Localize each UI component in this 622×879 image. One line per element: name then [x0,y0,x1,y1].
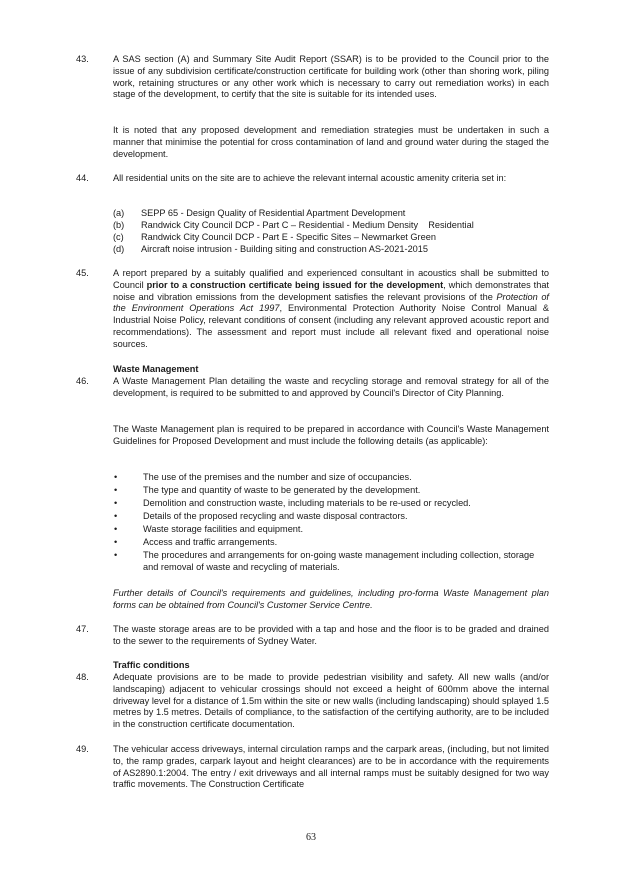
bullet-text: Access and traffic arrangements. [143,537,278,547]
condition-49-number: 49. [76,744,89,754]
item-label: (d) [113,244,125,254]
item-text: Randwick City Council DCP - Part E - Specific Sites – Newmarket Green [141,232,436,242]
condition-47-paragraph: The waste storage areas are to be provided with a tap and hose and the floor is to be graded and drained to the sewer to the requirements of Sydney Water. [113,624,549,646]
item-label: (c) [113,232,124,242]
c45-text-2: , which demonstrates that noise and vibration emissions from the development satisfies the relevant provisions of the [113,279,549,302]
bullet-text: The use of the premises and the number and size of occupancies. [143,472,412,482]
traffic-conditions-heading: Traffic conditions [113,660,190,670]
bullet-text: Demolition and construction waste, including materials to be re-used or recycled. [143,498,471,508]
condition-45-paragraph [113,268,549,351]
bullet-icon: • [114,511,118,521]
condition-43-paragraph-1: A SAS section (A) and Summary Site Audit Report (SSAR) is to be provided to the Council prior to the issue of any subdivision certificate/construction certificate for building work (other than shoring work, piling work, retaining structures or any other work which is necessary to carry out remediation works) in each stage of the development, to certify that the site is suitable for its intended uses. [113,54,549,100]
item-text: Aircraft noise intrusion - Building siting and construction AS-2021-2015 [141,244,429,254]
bullet-icon: • [114,485,118,495]
bullet-icon: • [114,550,118,560]
item-text: SEPP 65 - Design Quality of Residential Apartment Development [141,208,406,218]
c45-bold-text: prior to a construction certificate being issued for the development [146,279,444,290]
condition-47-number: 47. [76,624,89,634]
bullet-text: The type and quantity of waste to be generated by the development. [143,485,421,495]
c45-text-3: , Environmental Protection Authority Noise Control Manual & Industrial Noise Policy, relevant conditions of consent (including any relevant approved acoustic report and recommendations). The assessment and report must include all relevant fixed and operational noise sources. [113,303,549,349]
waste-management-heading: Waste Management [113,364,199,374]
condition-45-number: 45. [76,268,89,278]
bullet-text: Details of the proposed recycling and waste disposal contractors. [143,511,408,521]
condition-48-number: 48. [76,672,89,682]
c45-text-1: A report prepared by a suitably qualified and experienced consultant in acoustics shall be submitted to Council [113,268,549,290]
bullet-icon: • [114,537,118,547]
item-label: (a) [113,208,125,218]
condition-46-further-details: Further details of Council's requirements and guidelines, including pro-forma Waste Management plan forms can be obtained from Council's Customer Service Centre. [113,588,549,610]
bullet-icon: • [114,524,118,534]
bullet-text: The procedures and arrangements for on-going waste management including collection, storage and removal of waste and recycling of materials. [143,550,535,572]
bullet-icon: • [114,472,118,482]
condition-46-paragraph-1: A Waste Management Plan detailing the waste and recycling storage and removal strategy for all of the development, is required to be submitted to and approved by Council's Director of City Planning. [113,376,549,398]
bullet-text: Waste storage facilities and equipment. [143,524,304,534]
condition-49-paragraph: The vehicular access driveways, internal circulation ramps and the carpark areas, (including, but not limited to, the ramp grades, carpark layout and height clearances) are to be in accordance with the requirements of AS2890.1:2004. The entry / exit driveways and all internal ramps must be suitably designed for two way traffic movements. The Construction Certificate [113,744,549,790]
condition-46-paragraph-2: The Waste Management plan is required to be prepared in accordance with Council's Waste Management Guidelines for Proposed Development and must include the following details (as applicable): [113,424,549,446]
condition-46-number: 46. [76,376,89,386]
condition-43-paragraph-2: It is noted that any proposed development and remediation strategies must be undertaken in such a manner that minimise the potential for cross contamination of land and ground water during the staged the development. [113,125,549,159]
condition-48-paragraph: Adequate provisions are to be made to provide pedestrian visibility and safety. All new walls (and/or landscaping) adjacent to vehicular crossings should not exceed a height of 600mm above the internal driveway level for a distance of 1.5m within the site or new walls (including landscaping) should splayed 1.5 metres by 1.5 metres. Details of compliance, to the satisfaction of the certifying authority, are to be included in the construction certificate documentation. [113,672,549,730]
c45-italic-act: Protection of the Environment Operations Act 1997 [113,291,549,314]
item-label: (b) [113,220,125,230]
condition-43-number: 43. [76,54,89,64]
condition-44-paragraph: All residential units on the site are to achieve the relevant internal acoustic amenity criteria set in: [113,173,507,183]
page-number: 63 [306,832,316,843]
condition-44-number: 44. [76,173,89,183]
item-text: Randwick City Council DCP - Part C – Residential - Medium Density Residential [141,220,474,230]
bullet-icon: • [114,498,118,508]
